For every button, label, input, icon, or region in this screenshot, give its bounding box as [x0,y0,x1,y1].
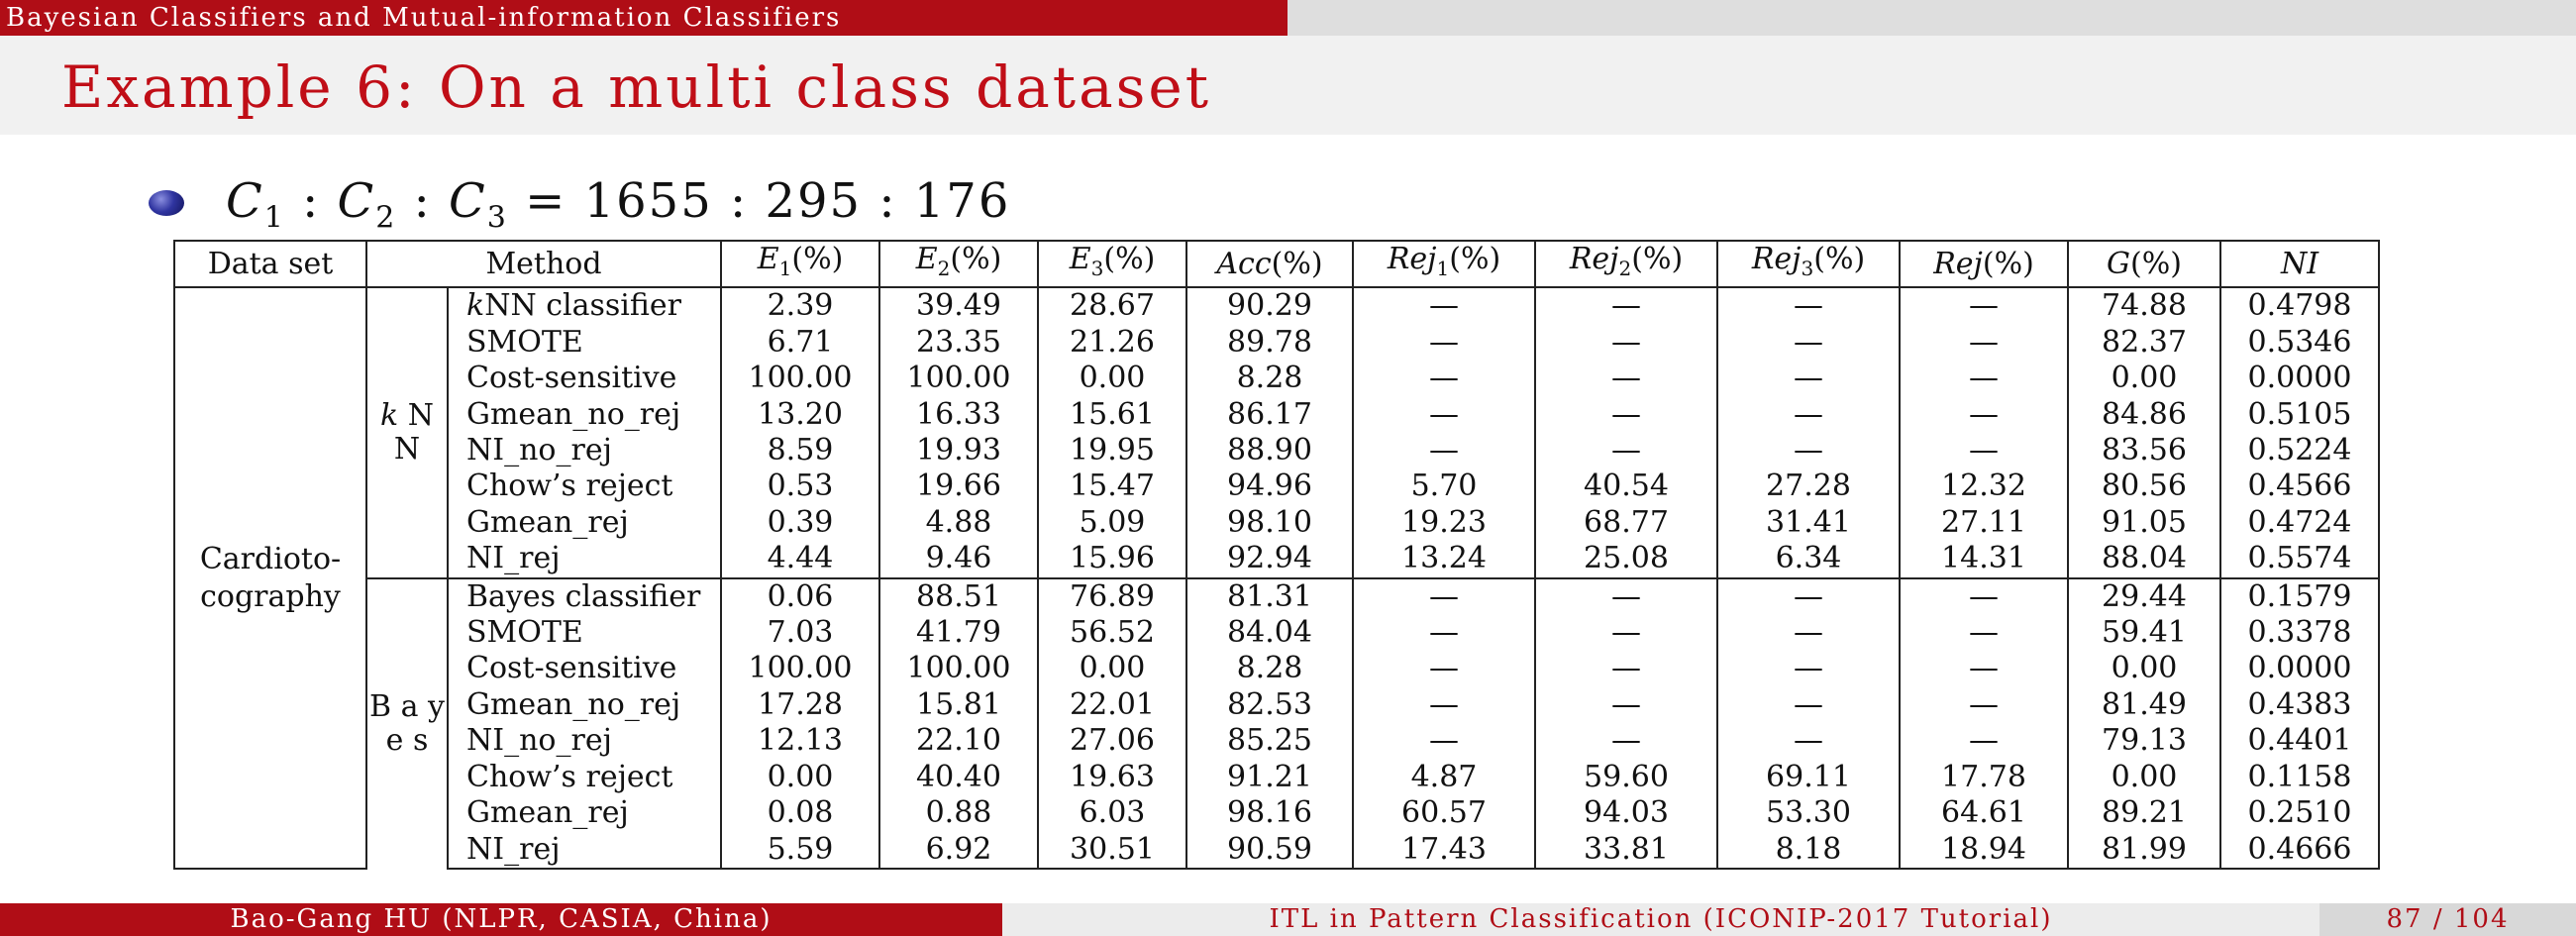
header-suffix: (%) [2130,246,2182,281]
value-cell: — [1900,397,2068,433]
class-sub-2: 2 [375,200,397,236]
header-suffix: (%) [1103,242,1156,276]
value-cell: 0.39 [721,505,879,541]
value-cell: — [1535,325,1717,361]
header-sub: 2 [937,257,951,280]
value-cell: 27.06 [1038,723,1186,759]
table-row [174,541,2379,577]
header-suffix: (%) [1813,242,1866,276]
value-cell: — [1353,615,1535,651]
value-cell: — [1717,325,1900,361]
class-ratio: $C_1$ : $C_2$ : $C_3 = 1655$ : 295 : 176 [226,173,1011,236]
table-row [174,832,2379,869]
value-cell: — [1717,578,1900,615]
value-cell: 0.00 [2068,651,2220,686]
value-cell: 5.59 [721,832,879,869]
header-base: G [2107,246,2131,281]
value-cell: — [1900,325,2068,361]
value-cell: 4.87 [1353,760,1535,795]
value-cell: — [1900,687,2068,723]
value-cell: 0.00 [2068,361,2220,396]
value-cell: — [1535,723,1717,759]
value-cell: 88.04 [2068,541,2220,577]
table-row [174,687,2379,723]
value-cell: 25.08 [1535,541,1717,577]
bullet-icon [149,190,184,216]
value-cell: 100.00 [721,361,879,396]
column-header [1038,241,1186,287]
value-cell: 0.0000 [2220,651,2379,686]
header-base: E [1069,242,1091,276]
value-cell: 40.54 [1535,468,1717,504]
header-base: E [915,242,938,276]
value-cell: 31.41 [1717,505,1900,541]
value-cell: 84.04 [1186,615,1353,651]
method-cell: Gmean_rej [448,505,721,541]
table-row [174,795,2379,831]
value-cell: 59.41 [2068,615,2220,651]
value-cell: 0.53 [721,468,879,504]
value-cell: 12.13 [721,723,879,759]
column-header [1186,241,1353,287]
value-cell: — [1717,433,1900,468]
header-sub: 2 [1618,257,1632,280]
table-header-row [174,241,2379,287]
value-cell: 0.0000 [2220,361,2379,396]
value-cell: 0.4724 [2220,505,2379,541]
column-header [721,241,879,287]
value-cell: 15.96 [1038,541,1186,577]
results-table [173,240,2380,870]
value-cell: 16.33 [879,397,1038,433]
table-row [174,760,2379,795]
table-row [174,723,2379,759]
value-cell: 0.5574 [2220,541,2379,577]
group-label-cell: B a y e s [366,578,448,869]
value-cell: 0.4401 [2220,723,2379,759]
title-bar [0,36,2576,135]
column-header [2220,241,2379,287]
value-cell: — [1717,687,1900,723]
class-sub-3: 3 [486,200,508,236]
value-cell: 5.70 [1353,468,1535,504]
column-header [1535,241,1717,287]
value-cell: 15.81 [879,687,1038,723]
method-cell: Bayes classifier [448,578,721,615]
value-cell: — [1353,361,1535,396]
value-cell: 74.88 [2068,287,2220,324]
value-cell: 17.78 [1900,760,2068,795]
value-cell: 56.52 [1038,615,1186,651]
value-cell: 17.43 [1353,832,1535,869]
value-cell: 4.44 [721,541,879,577]
value-cell: 98.16 [1186,795,1353,831]
value-cell: 82.37 [2068,325,2220,361]
value-cell: — [1353,287,1535,324]
dataset-cell: Cardioto- cography [174,287,366,869]
value-cell: 30.51 [1038,832,1186,869]
header-suffix: (%) [1982,246,2034,281]
value-cell: — [1353,723,1535,759]
value-cell: 0.88 [879,795,1038,831]
value-cell: 8.28 [1186,361,1353,396]
value-cell: 64.61 [1900,795,2068,831]
value-cell: 0.5224 [2220,433,2379,468]
table-row [174,651,2379,686]
value-cell: 29.44 [2068,578,2220,615]
header-suffix: (%) [950,242,1002,276]
value-cell: 79.13 [2068,723,2220,759]
value-cell: — [1717,723,1900,759]
value-cell: 68.77 [1535,505,1717,541]
header-base: E [757,242,779,276]
header-suffix: (%) [791,242,844,276]
value-cell: 0.4566 [2220,468,2379,504]
method-cell: Gmean_rej [448,795,721,831]
value-cell: — [1353,397,1535,433]
column-header [174,241,366,287]
value-cell: 33.81 [1535,832,1717,869]
value-cell: 53.30 [1717,795,1900,831]
value-cell: 60.57 [1353,795,1535,831]
value-cell: 94.03 [1535,795,1717,831]
header-base: Acc [1216,246,1272,281]
class-counts: = 1655 : 295 : 176 [525,173,1011,229]
table-row [174,578,2379,615]
method-cell: Cost-sensitive [448,651,721,686]
value-cell: 100.00 [721,651,879,686]
header-base: Rej [1933,246,1983,281]
column-header [1353,241,1535,287]
class-sub-1: 1 [263,200,285,236]
top-bar [0,0,2576,36]
column-header [2068,241,2220,287]
value-cell: 0.5346 [2220,325,2379,361]
value-cell: 13.24 [1353,541,1535,577]
value-cell: 88.51 [879,578,1038,615]
value-cell: — [1535,287,1717,324]
value-cell: 8.28 [1186,651,1353,686]
value-cell: 19.23 [1353,505,1535,541]
value-cell: 0.00 [1038,361,1186,396]
value-cell: 59.60 [1535,760,1717,795]
value-cell: — [1900,433,2068,468]
value-cell: 0.06 [721,578,879,615]
header-suffix: (%) [1449,242,1501,276]
value-cell: 27.28 [1717,468,1900,504]
value-cell: 84.86 [2068,397,2220,433]
header-base: Data set [207,246,334,281]
value-cell: — [1717,397,1900,433]
value-cell: — [1900,651,2068,686]
value-cell: 90.29 [1186,287,1353,324]
value-cell: 100.00 [879,651,1038,686]
value-cell: 5.09 [1038,505,1186,541]
header-suffix: (%) [1631,242,1684,276]
table-row [174,433,2379,468]
table-row [174,325,2379,361]
header-suffix: (%) [1271,246,1323,281]
value-cell: — [1900,287,2068,324]
value-cell: — [1353,578,1535,615]
value-cell: — [1353,651,1535,686]
value-cell: 80.56 [2068,468,2220,504]
class-symbol-3: C [449,173,487,229]
header-sub: 3 [1801,257,1814,280]
group-label-cell [366,287,448,577]
value-cell: 22.10 [879,723,1038,759]
value-cell: — [1717,651,1900,686]
section-title: Bayesian Classifiers and Mutual-information Classifiers [0,0,1288,36]
value-cell: — [1353,687,1535,723]
value-cell: 85.25 [1186,723,1353,759]
table-body [174,287,2379,869]
method-cell: Cost-sensitive [448,361,721,396]
value-cell: 90.59 [1186,832,1353,869]
value-cell: — [1900,723,2068,759]
value-cell: 91.05 [2068,505,2220,541]
value-cell: 92.94 [1186,541,1353,577]
method-cell: NI_no_rej [448,433,721,468]
value-cell: 15.47 [1038,468,1186,504]
value-cell: 0.1158 [2220,760,2379,795]
value-cell: 12.32 [1900,468,2068,504]
table-row [174,287,2379,324]
value-cell: 69.11 [1717,760,1900,795]
page-number: 87 / 104 [2319,903,2576,936]
value-cell: 0.5105 [2220,397,2379,433]
value-cell: — [1353,325,1535,361]
value-cell: 98.10 [1186,505,1353,541]
value-cell: 82.53 [1186,687,1353,723]
column-header [879,241,1038,287]
value-cell: 91.21 [1186,760,1353,795]
footer-author: Bao-Gang HU (NLPR, CASIA, China) [0,903,1002,936]
value-cell: 0.3378 [2220,615,2379,651]
class-symbol-1: C [226,173,264,229]
value-cell: 0.4798 [2220,287,2379,324]
table-row [174,468,2379,504]
value-cell: 22.01 [1038,687,1186,723]
value-cell: 18.94 [1900,832,2068,869]
value-cell: 9.46 [879,541,1038,577]
column-header [366,241,721,287]
header-base: Rej [1751,242,1802,276]
footer-bar [0,903,2576,936]
value-cell: 0.2510 [2220,795,2379,831]
value-cell: 6.03 [1038,795,1186,831]
value-cell: — [1535,615,1717,651]
value-cell: 21.26 [1038,325,1186,361]
value-cell: 89.21 [2068,795,2220,831]
method-cell: NI_rej [448,832,721,869]
value-cell: 40.40 [879,760,1038,795]
value-cell: 23.35 [879,325,1038,361]
table-row [174,361,2379,396]
value-cell: — [1535,433,1717,468]
value-cell: 94.96 [1186,468,1353,504]
value-cell: 19.66 [879,468,1038,504]
method-cell: NI_no_rej [448,723,721,759]
value-cell: 0.1579 [2220,578,2379,615]
value-cell: 0.00 [721,760,879,795]
value-cell: 19.95 [1038,433,1186,468]
value-cell: — [1717,361,1900,396]
value-cell: — [1717,287,1900,324]
value-cell: 4.88 [879,505,1038,541]
value-cell: 17.28 [721,687,879,723]
header-base: NI [2280,246,2319,281]
value-cell: — [1535,651,1717,686]
method-cell: SMOTE [448,325,721,361]
value-cell: — [1717,615,1900,651]
group-letter: N [407,398,434,434]
value-cell: 81.31 [1186,578,1353,615]
value-cell: 81.99 [2068,832,2220,869]
value-cell: — [1535,361,1717,396]
header-base: Method [485,246,602,281]
value-cell: 7.03 [721,615,879,651]
value-cell: — [1900,361,2068,396]
value-cell: 0.00 [2068,760,2220,795]
header-sub: 1 [778,257,792,280]
header-sub: 1 [1436,257,1450,280]
value-cell: — [1900,615,2068,651]
value-cell: 100.00 [879,361,1038,396]
value-cell: 13.20 [721,397,879,433]
value-cell: 76.89 [1038,578,1186,615]
group-letter: N [393,432,421,468]
method-cell: Chow’s reject [448,468,721,504]
value-cell: — [1535,578,1717,615]
table-row [174,397,2379,433]
value-cell: 83.56 [2068,433,2220,468]
value-cell: 81.49 [2068,687,2220,723]
k-symbol: k [466,288,485,324]
header-base: Rej [1387,242,1437,276]
column-header [1717,241,1900,287]
value-cell: 14.31 [1900,541,2068,577]
slide-title: Example 6: On a multi class dataset [61,53,1212,121]
value-cell: 6.71 [721,325,879,361]
value-cell: 6.92 [879,832,1038,869]
value-cell: 0.4383 [2220,687,2379,723]
value-cell: 86.17 [1186,397,1353,433]
value-cell: — [1535,687,1717,723]
value-cell: 15.61 [1038,397,1186,433]
value-cell: 28.67 [1038,287,1186,324]
footer-talk-title: ITL in Pattern Classification (ICONIP-2017 Tutorial) [1269,904,2053,934]
table-row [174,615,2379,651]
method-cell: Gmean_no_rej [448,397,721,433]
value-cell: 39.49 [879,287,1038,324]
value-cell: 0.4666 [2220,832,2379,869]
value-cell: — [1353,433,1535,468]
method-cell: Chow’s reject [448,760,721,795]
value-cell: 8.59 [721,433,879,468]
value-cell: 8.18 [1717,832,1900,869]
header-sub: 3 [1090,257,1104,280]
method-cell: kNN classifier [448,287,721,324]
value-cell: — [1900,578,2068,615]
value-cell: 27.11 [1900,505,2068,541]
value-cell: 19.93 [879,433,1038,468]
value-cell: 89.78 [1186,325,1353,361]
table-row [174,505,2379,541]
value-cell: 0.00 [1038,651,1186,686]
value-cell: 2.39 [721,287,879,324]
method-cell: NI_rej [448,541,721,577]
value-cell: 88.90 [1186,433,1353,468]
group-letter: k [380,398,399,434]
method-cell: Gmean_no_rej [448,687,721,723]
value-cell: 6.34 [1717,541,1900,577]
value-cell: 19.63 [1038,760,1186,795]
value-cell: 41.79 [879,615,1038,651]
value-cell: 0.08 [721,795,879,831]
header-base: Rej [1569,242,1619,276]
class-symbol-2: C [337,173,376,229]
method-cell: SMOTE [448,615,721,651]
value-cell: — [1535,397,1717,433]
column-header [1900,241,2068,287]
